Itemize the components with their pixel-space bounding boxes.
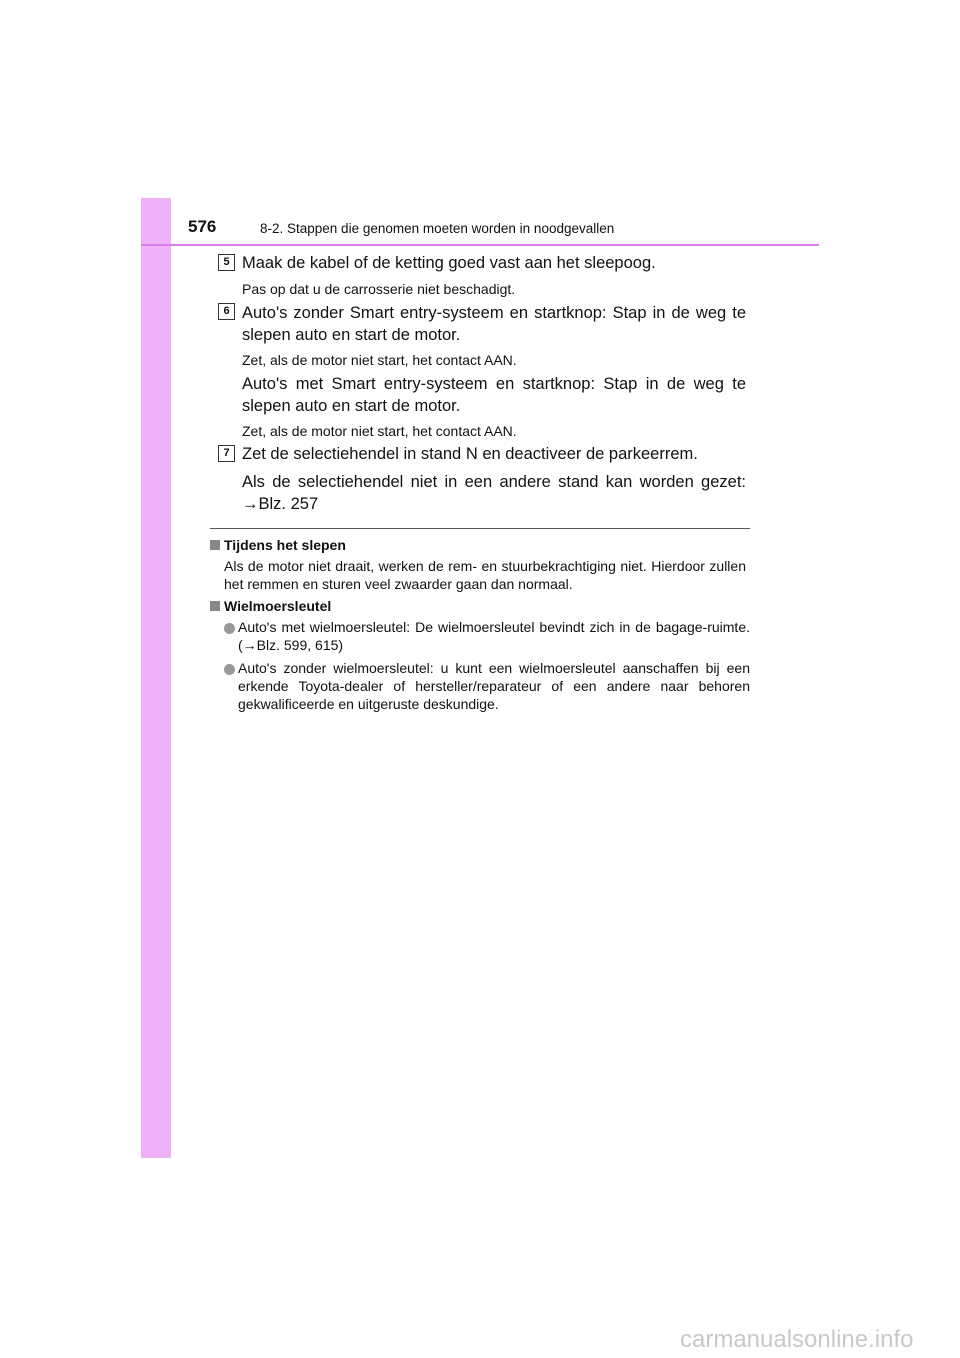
- step-5-note: Pas op dat u de carrosserie niet beschadigt.: [242, 281, 516, 297]
- step-6-text-a: Auto's zonder Smart entry-systeem en startknop: Stap in de weg te slepen auto en start de motor.: [242, 304, 746, 344]
- square-bullet-icon: [210, 540, 220, 550]
- square-bullet-icon: [210, 601, 220, 611]
- chapter-tab-bar: [141, 198, 171, 1158]
- watermark: carmanualsonline.info: [680, 1326, 914, 1353]
- step-5-text: Maak de kabel of de ketting goed vast aan het sleepoog.: [242, 254, 656, 272]
- step-6-text-b: Auto's met Smart entry-systeem en startknop: Stap in de weg te slepen auto en start de motor.: [242, 375, 746, 415]
- note-title: Wielmoersleutel: [224, 598, 332, 614]
- round-bullet-icon: [224, 623, 235, 634]
- section-title: 8-2. Stappen die genomen moeten worden in noodgevallen: [260, 221, 615, 236]
- round-bullet-icon: [224, 664, 235, 675]
- note-body: Als de motor niet draait, werken de rem- en stuurbekrachtiging niet. Hierdoor zullen het remmen en sturen veel zwaarder gaan dan normaal.: [224, 558, 746, 592]
- step-6-note-a: Zet, als de motor niet start, het contact AAN.: [242, 352, 517, 368]
- step-number-6: 6: [218, 303, 235, 320]
- step-6-note-b: Zet, als de motor niet start, het contact AAN.: [242, 423, 517, 439]
- step-7-text: Zet de selectiehendel in stand N en deactiveer de parkeerrem.: [242, 445, 698, 463]
- section-divider: [210, 528, 750, 529]
- bullet-item: Auto's met wielmoersleutel: De wielmoersleutel bevindt zich in de bagage-ruimte. (→Blz. 599, 615): [238, 619, 750, 653]
- note-title: Tijdens het slepen: [224, 537, 346, 553]
- page-number: 576: [188, 217, 217, 236]
- step-7-extra: Als de selectiehendel niet in een andere stand kan worden gezet: →Blz. 257: [242, 473, 746, 513]
- bullet-item: Auto's zonder wielmoersleutel: u kunt een wielmoersleutel aanschaffen bij een erkende Toyota-dealer of hersteller/reparateur of een andere naar behoren gekwalificeerde en uitgeruste deskundige.: [238, 660, 750, 712]
- header-divider: [141, 244, 819, 246]
- step-number-5: 5: [218, 254, 235, 271]
- step-number-7: 7: [218, 445, 235, 462]
